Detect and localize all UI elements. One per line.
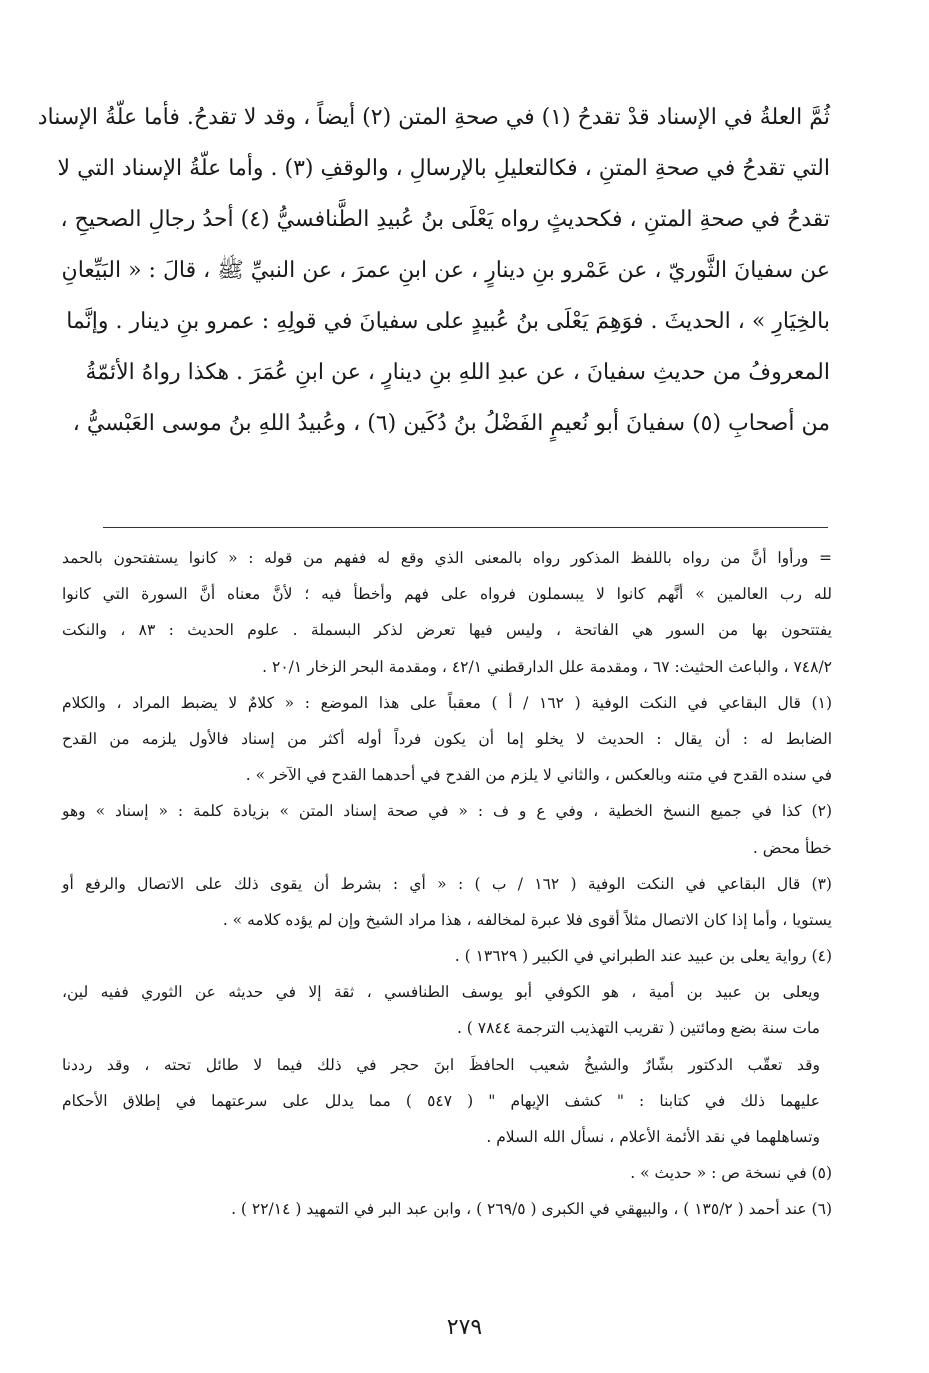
main-text-line: من أصحابِ (٥) سفيانَ أبو نُعيمٍ الفَضْلُ بنُ دُكَين (٦) ، وعُبيدُ اللهِ بنُ موسى العَبْسيُّ ، bbox=[72, 411, 830, 436]
main-text-line: التي تقدحُ في صحةِ المتنِ ، فكالتعليلِ بالإرسالِ ، والوقفِ (٣) . وأما علّةُ الإسناد التي لا bbox=[57, 156, 830, 181]
footnote-line: لله رب العالمين » أنَّهم كانوا لا يبسملون فرواه على فهم وأخطأ فيه ؛ لأنَّ معناه أنَّ السورة التي كانوا bbox=[62, 585, 832, 604]
footnote-separator bbox=[103, 527, 828, 528]
main-text-line: ثُمَّ العلةُ في الإسناد قدْ تقدحُ (١) في صحةِ المتن (٢) أيضاً ، وقد لا تقدحُ. فأما علّةُ الإسناد bbox=[37, 105, 830, 130]
main-text-line: عن سفيانَ الثَّوريّ ، عن عَمْرو بنِ دينارٍ ، عن ابنِ عمرَ ، عن النبيِّ ﷺ ، قالَ : « البَيِّعانِ bbox=[61, 258, 830, 283]
footnote-line: = ورأوا أنَّ من رواه باللفظ المذكور رواه بالمعنى الذي وقع له ففهم من قوله : « كانوا يستفتحون بالحمد bbox=[62, 549, 832, 567]
footnote-line: عليهما ذلك في كتابنا : " كشف الإيهام " ( ٥٤٧ ) مما يدلل على سرعتهما في إطلاق الأحكام bbox=[62, 1091, 821, 1110]
footnote-line: (٤) رواية يعلى بن عبيد عند الطبراني في الكبير ( ١٣٦٢٩ ) . bbox=[454, 947, 832, 966]
main-text-line: بالخِيَارِ » ، الحديثَ . فوَهِمَ يَعْلَى بنُ عُبيدٍ على سفيانَ في قولِهِ : عمرو بنِ دينار . وإنَّما bbox=[66, 309, 830, 334]
footnotes-block bbox=[62, 540, 832, 1228]
footnote-line: (٢) كذا في جميع النسخ الخطية ، وفي ع و ف : « في صحة إسناد المتن » بزيادة كلمة : « إسناد » وهو bbox=[62, 802, 832, 821]
main-text-line: تقدحُ في صحةِ المتنِ ، فكحديثٍ رواه يَعْلَى بنُ عُبيدِ الطَّنافسيُّ (٤) أحدُ رجالِ الصحيحِ ، bbox=[60, 207, 830, 232]
footnote-line: خطأ محض . bbox=[752, 838, 832, 857]
footnote-line: يستويا ، وأما إذا كان الاتصال مثلاً أقوى فلا عبرة لمخالفه ، هذا مراد الشيخ وإن لم يؤده كلامه » . bbox=[222, 910, 832, 929]
footnote-line: الضابط له : أن يقال : الحديث لا يخلو إما أن يكون فرداً أوله أكثر من إسناد فالأول يلزمه من القدح bbox=[62, 729, 832, 748]
main-text-block bbox=[37, 92, 830, 449]
main-text-line: المعروفُ من حديثِ سفيانَ ، عن عبدِ اللهِ بنِ دينارٍ ، عن ابنِ عُمَرَ . هكذا رواهُ الأئمّةُ bbox=[85, 360, 830, 385]
footnote-line: يفتتحون بها من السور هي الفاتحة ، وليس فيها تعرض لذكر البسملة . علوم الحديث : ٨٣ ، والنكت bbox=[62, 621, 832, 640]
footnote-line: (١) قال البقاعي في النكت الوفية ( ١٦٢ / أ ) معقباً على هذا الموضع : « كلامٌ لا يضبط المراد ، والكلام bbox=[62, 693, 832, 712]
footnote-line: (٣) قال البقاعي في النكت الوفية ( ١٦٢ / ب ) : « أي : بشرط أن يقوى ذلك على الاتصال والرفع أو bbox=[62, 874, 832, 893]
footnote-line: ٧٤٨/٢ ، والباعث الحثيث: ٦٧ ، ومقدمة علل الدارقطني ٤٢/١ ، ومقدمة البحر الزخار ٢٠/١ . bbox=[262, 657, 832, 676]
footnote-line: وتساهلهما في نقد الأئمة الأعلام ، نسأل الله السلام . bbox=[486, 1128, 820, 1146]
footnote-line: ويعلى بن عبيد بن أمية ، هو الكوفي أبو يوسف الطنافسي ، ثقة إلا في حديثه عن الثوري ففيه لين، bbox=[62, 983, 820, 1002]
footnote-line: وقد تعقّب الدكتور بشّارٌ والشيخُ شعيب الحافظَ ابنَ حجر في ذلك فيما لا طائل تحته ، وقد رددنا bbox=[62, 1055, 820, 1074]
footnote-line: مات سنة بضع ومائتين ( تقريب التهذيب الترجمة ٧٨٤٤ ) . bbox=[456, 1019, 820, 1038]
footnote-line: (٥) في نسخة ص : « حديث » . bbox=[630, 1164, 832, 1183]
footnote-line: (٦) عند أحمد ( ١٣٥/٢ ) ، والبيهقي في الكبرى ( ٢٦٩/٥ ) ، وابن عبد البر في التمهيد ( ٢٢/١٤ ) . bbox=[231, 1200, 832, 1219]
footnote-line: في سنده القدح في متنه وبالعكس ، والثاني لا يلزم من القدح في أحدهما القدح في الآخر » . bbox=[245, 766, 832, 785]
page-number: ٢٧٩ bbox=[446, 1315, 483, 1340]
